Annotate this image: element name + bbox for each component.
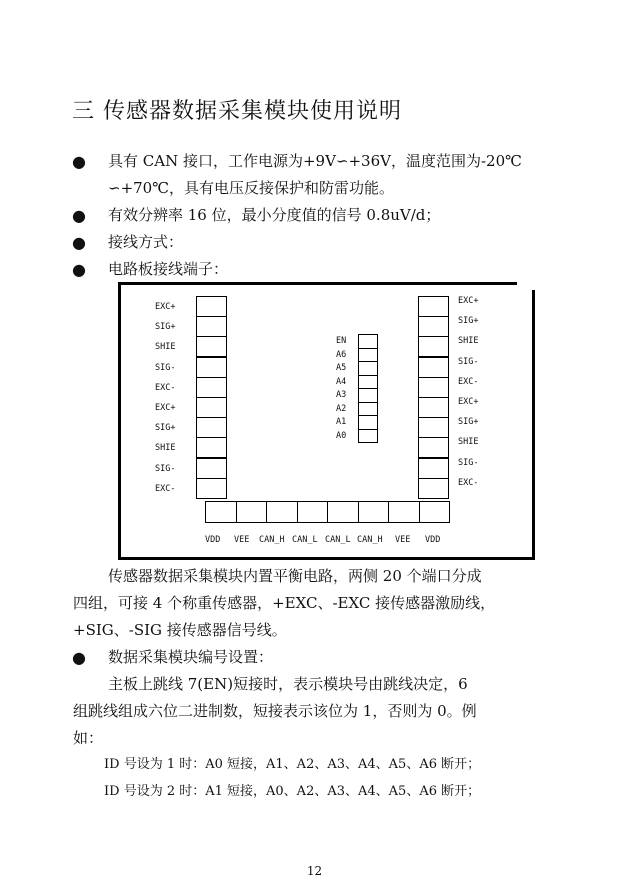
para2-line-2: 组跳线组成六位二进制数，短接表示该位为 1，否则为 0。例	[73, 702, 477, 720]
jumper-label: EN	[336, 336, 347, 346]
bottom-terminal-label: VDD	[425, 535, 441, 545]
bottom-terminal-label: CAN_H	[259, 535, 285, 545]
bottom-terminal-label: VEE	[395, 535, 411, 545]
example-2: ID 号设为 2 时：A1 短接，A0、A2、A3、A4、A5、A6 断开；	[104, 784, 481, 799]
bottom-terminal-cell	[205, 501, 237, 523]
bullet-icon: ●	[72, 648, 86, 667]
left-terminal-cell	[196, 417, 227, 438]
right-terminal-label: EXC+	[458, 397, 479, 407]
jumper-cell	[358, 402, 378, 417]
left-terminal-label: SIG-	[155, 463, 176, 474]
para1-line-2: 四组，可接 4 个称重传感器，+EXC、-EXC 接传感器激励线，	[73, 594, 496, 612]
jumper-label: A5	[336, 363, 347, 373]
bullet-icon: ●	[72, 152, 86, 171]
right-terminal-label: SHIE	[458, 336, 479, 347]
right-terminal-label: EXC+	[458, 296, 479, 306]
right-terminal-label: SHIE	[458, 437, 479, 448]
right-terminal-cell	[418, 437, 449, 458]
bottom-terminal-label: VDD	[205, 535, 221, 545]
bottom-terminal-cell	[419, 501, 451, 523]
para1-line-3: +SIG、-SIG 接传感器信号线。	[73, 621, 287, 639]
jumper-cell	[358, 361, 378, 376]
bottom-terminal-label: VEE	[234, 535, 250, 545]
left-terminal-label: SHIE	[155, 342, 176, 353]
left-terminal-label: EXC-	[155, 382, 176, 393]
left-terminal-cell	[196, 336, 227, 357]
diagram-notch	[517, 282, 535, 290]
right-terminal-label: EXC-	[458, 376, 479, 387]
right-terminal-cell	[418, 296, 449, 317]
jumper-cell	[358, 388, 378, 403]
left-terminal-cell	[196, 478, 227, 499]
bottom-terminal-cell	[388, 501, 420, 523]
jumper-label: A4	[336, 376, 347, 387]
bottom-terminal-cell	[266, 501, 298, 523]
right-terminal-cell	[418, 377, 449, 398]
bottom-terminal-label: CAN_L	[292, 535, 318, 545]
right-terminal-label: SIG+	[458, 316, 479, 327]
bullet-5-text: 数据采集模块编号设置：	[108, 648, 274, 666]
left-terminal-label: SIG+	[155, 423, 176, 434]
para2-line-1: 主板上跳线 7(EN)短接时，表示模块号由跳线决定，6	[108, 675, 468, 693]
right-terminal-cell	[418, 357, 449, 378]
jumper-label: A0	[336, 430, 347, 441]
right-terminal-label: EXC-	[458, 477, 479, 488]
example-1: ID 号设为 1 时：A0 短接，A1、A2、A3、A4、A5、A6 断开；	[104, 757, 481, 772]
right-terminal-cell	[418, 417, 449, 438]
para1-line-1: 传感器数据采集模块内置平衡电路，两侧 20 个端口分成	[108, 567, 482, 585]
bullet-icon: ●	[72, 233, 86, 252]
jumper-label: A3	[336, 390, 347, 400]
bullet-1-line-1: 具有 CAN 接口，工作电源为+9V∽+36V，温度范围为-20℃	[108, 152, 522, 170]
right-terminal-cell	[418, 478, 449, 499]
bottom-terminal-cell	[297, 501, 329, 523]
bottom-terminal-label: CAN_L	[325, 535, 351, 545]
bottom-terminal-cell	[236, 501, 268, 523]
left-terminal-label: EXC-	[155, 483, 176, 494]
right-terminal-cell	[418, 397, 449, 418]
bullet-4-text: 电路板接线端子：	[108, 260, 229, 278]
jumper-cell	[358, 429, 378, 444]
terminal-diagram	[118, 282, 535, 560]
jumper-label: A2	[336, 403, 347, 414]
jumper-cell	[358, 375, 378, 390]
left-terminal-cell	[196, 458, 227, 479]
right-terminal-label: SIG-	[458, 457, 479, 468]
jumper-cell	[358, 415, 378, 430]
left-terminal-label: EXC+	[155, 302, 176, 312]
left-terminal-label: EXC+	[155, 403, 176, 413]
jumper-label: A6	[336, 349, 347, 360]
left-terminal-label: SIG-	[155, 362, 176, 373]
bottom-terminal-cell	[358, 501, 390, 523]
bullet-1-line-2: ∽+70℃，具有电压反接保护和防雷功能。	[108, 179, 395, 197]
left-terminal-cell	[196, 316, 227, 337]
jumper-cell	[358, 348, 378, 363]
right-terminal-label: SIG-	[458, 356, 479, 367]
jumper-cell	[358, 334, 378, 349]
left-terminal-cell	[196, 296, 227, 317]
left-terminal-cell	[196, 437, 227, 458]
right-terminal-cell	[418, 336, 449, 357]
left-terminal-cell	[196, 357, 227, 378]
bullet-icon: ●	[72, 260, 86, 279]
right-terminal-cell	[418, 458, 449, 479]
left-terminal-cell	[196, 377, 227, 398]
right-terminal-cell	[418, 316, 449, 337]
section-title: 三 传感器数据采集模块使用说明	[72, 99, 402, 124]
para2-line-3: 如：	[73, 729, 104, 747]
bullet-2-text: 有效分辨率 16 位，最小分度值的信号 0.8uV/d；	[108, 206, 441, 224]
bottom-terminal-cell	[327, 501, 359, 523]
bullet-3-text: 接线方式：	[108, 233, 184, 251]
jumper-label: A1	[336, 417, 347, 427]
bullet-icon: ●	[72, 206, 86, 225]
left-terminal-label: SIG+	[155, 322, 176, 333]
page-number: 12	[306, 864, 323, 878]
bottom-terminal-label: CAN_H	[357, 535, 383, 545]
left-terminal-cell	[196, 397, 227, 418]
right-terminal-label: SIG+	[458, 417, 479, 428]
left-terminal-label: SHIE	[155, 443, 176, 454]
